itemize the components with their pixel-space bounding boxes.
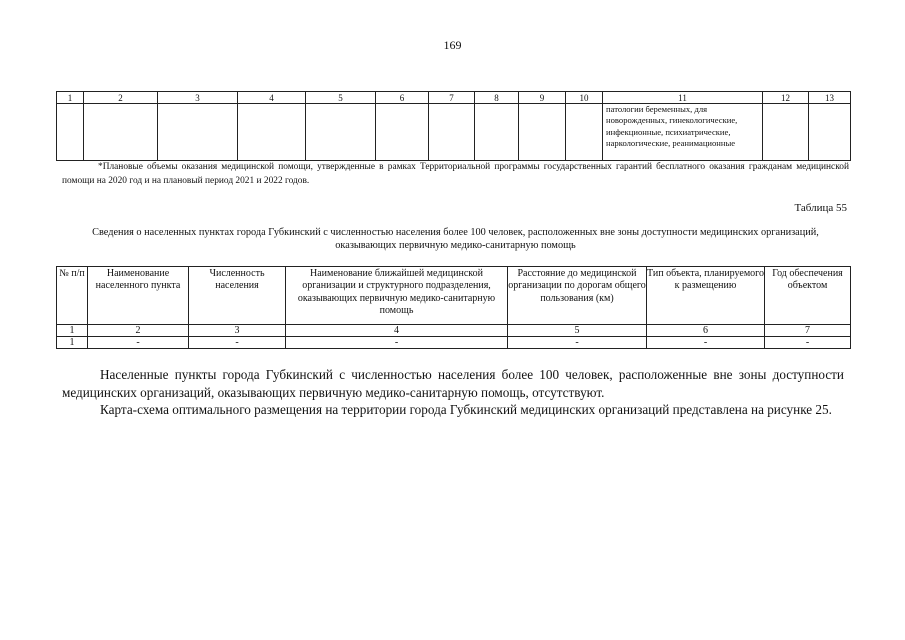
table-cell [57, 104, 84, 161]
table-row [57, 104, 851, 161]
column-number: 10 [566, 92, 603, 104]
column-number: 3 [189, 325, 286, 337]
cell-line: новорожденных, гинекологические, [606, 115, 738, 126]
table-cell: - [286, 337, 508, 349]
header-cell: Расстояние до медицинской организации по дорогам общего пользования (км) [508, 267, 647, 325]
table-cell [475, 104, 519, 161]
column-number: 1 [57, 325, 88, 337]
table-cell: - [508, 337, 647, 349]
column-number: 2 [84, 92, 158, 104]
paragraph [62, 401, 844, 419]
column-numbers-row [57, 92, 851, 104]
table-cell: - [88, 337, 189, 349]
cell-line: патологии беременных, для [606, 104, 708, 114]
column-number: 6 [376, 92, 429, 104]
column-number: 2 [88, 325, 189, 337]
table-cell [306, 104, 376, 161]
table-label: Таблица 55 [794, 202, 847, 214]
column-number: 1 [57, 92, 84, 104]
header-cell: Наименование ближайшей медицинской организации и структурного подразделения, оказывающих первичную медико-санитарную помощь [286, 267, 508, 325]
table-cell: - [189, 337, 286, 349]
paragraph-text: Населенные пункты города Губкинский с численностью населения более 100 человек, расположенные вне зоны доступности медицинских организаций, оказывающих первичную медико-санитарную помощь, отсутствуют. [62, 367, 844, 400]
column-numbers-row [57, 325, 851, 337]
header-cell: Тип объекта, планируемого к размещению [647, 267, 765, 325]
column-number: 7 [765, 325, 851, 337]
column-number: 11 [603, 92, 763, 104]
table-cell [238, 104, 306, 161]
table-cell [809, 104, 851, 161]
table-cell: 1 [57, 337, 88, 349]
table-cell [519, 104, 566, 161]
table-cell [376, 104, 429, 161]
column-number: 9 [519, 92, 566, 104]
column-number: 3 [158, 92, 238, 104]
column-number: 4 [238, 92, 306, 104]
column-number: 4 [286, 325, 508, 337]
footnote [62, 160, 849, 188]
column-number: 5 [306, 92, 376, 104]
table-cell [84, 104, 158, 161]
table-cell [566, 104, 603, 161]
table-cell [429, 104, 475, 161]
department-types-cell [603, 104, 763, 161]
table-row [57, 337, 851, 349]
header-cell: № п/п [57, 267, 88, 325]
column-number: 5 [508, 325, 647, 337]
cell-line: инфекционные, психиатрические, [606, 126, 731, 137]
paragraph [62, 366, 844, 401]
table-cell: - [765, 337, 851, 349]
table-cell [158, 104, 238, 161]
footnote-text: *Плановые объемы оказания медицинской помощи, утвержденные в рамках Территориальной программы государственных гарантий бесплатного оказания гражданам медицинской помощи на 2020 год и на плановый период 2021 и 2022 годов. [62, 162, 849, 186]
column-number: 6 [647, 325, 765, 337]
column-number: 12 [763, 92, 809, 104]
table-cell: - [647, 337, 765, 349]
header-row [57, 267, 851, 325]
paragraph-text: Карта-схема оптимального размещения на территории города Губкинский медицинских организаций представлена на рисунке 25. [100, 402, 832, 417]
header-cell: Численность населения [189, 267, 286, 325]
page-number: 169 [443, 38, 462, 52]
header-cell: Наименование населенного пункта [88, 267, 189, 325]
cell-line: наркологические, реанимационные [606, 137, 736, 148]
header-cell: Год обеспечения объектом [765, 267, 851, 325]
continuation-table [56, 91, 851, 161]
column-number: 8 [475, 92, 519, 104]
table-cell [763, 104, 809, 161]
table-title: Сведения о населенных пунктах города Губкинский с численностью населения более 100 человек, расположенных вне зоны доступности медицинских организаций, оказывающих первичную медико-санитарную помощь [92, 227, 819, 251]
column-number: 7 [429, 92, 475, 104]
column-number: 13 [809, 92, 851, 104]
settlements-table [56, 266, 851, 349]
